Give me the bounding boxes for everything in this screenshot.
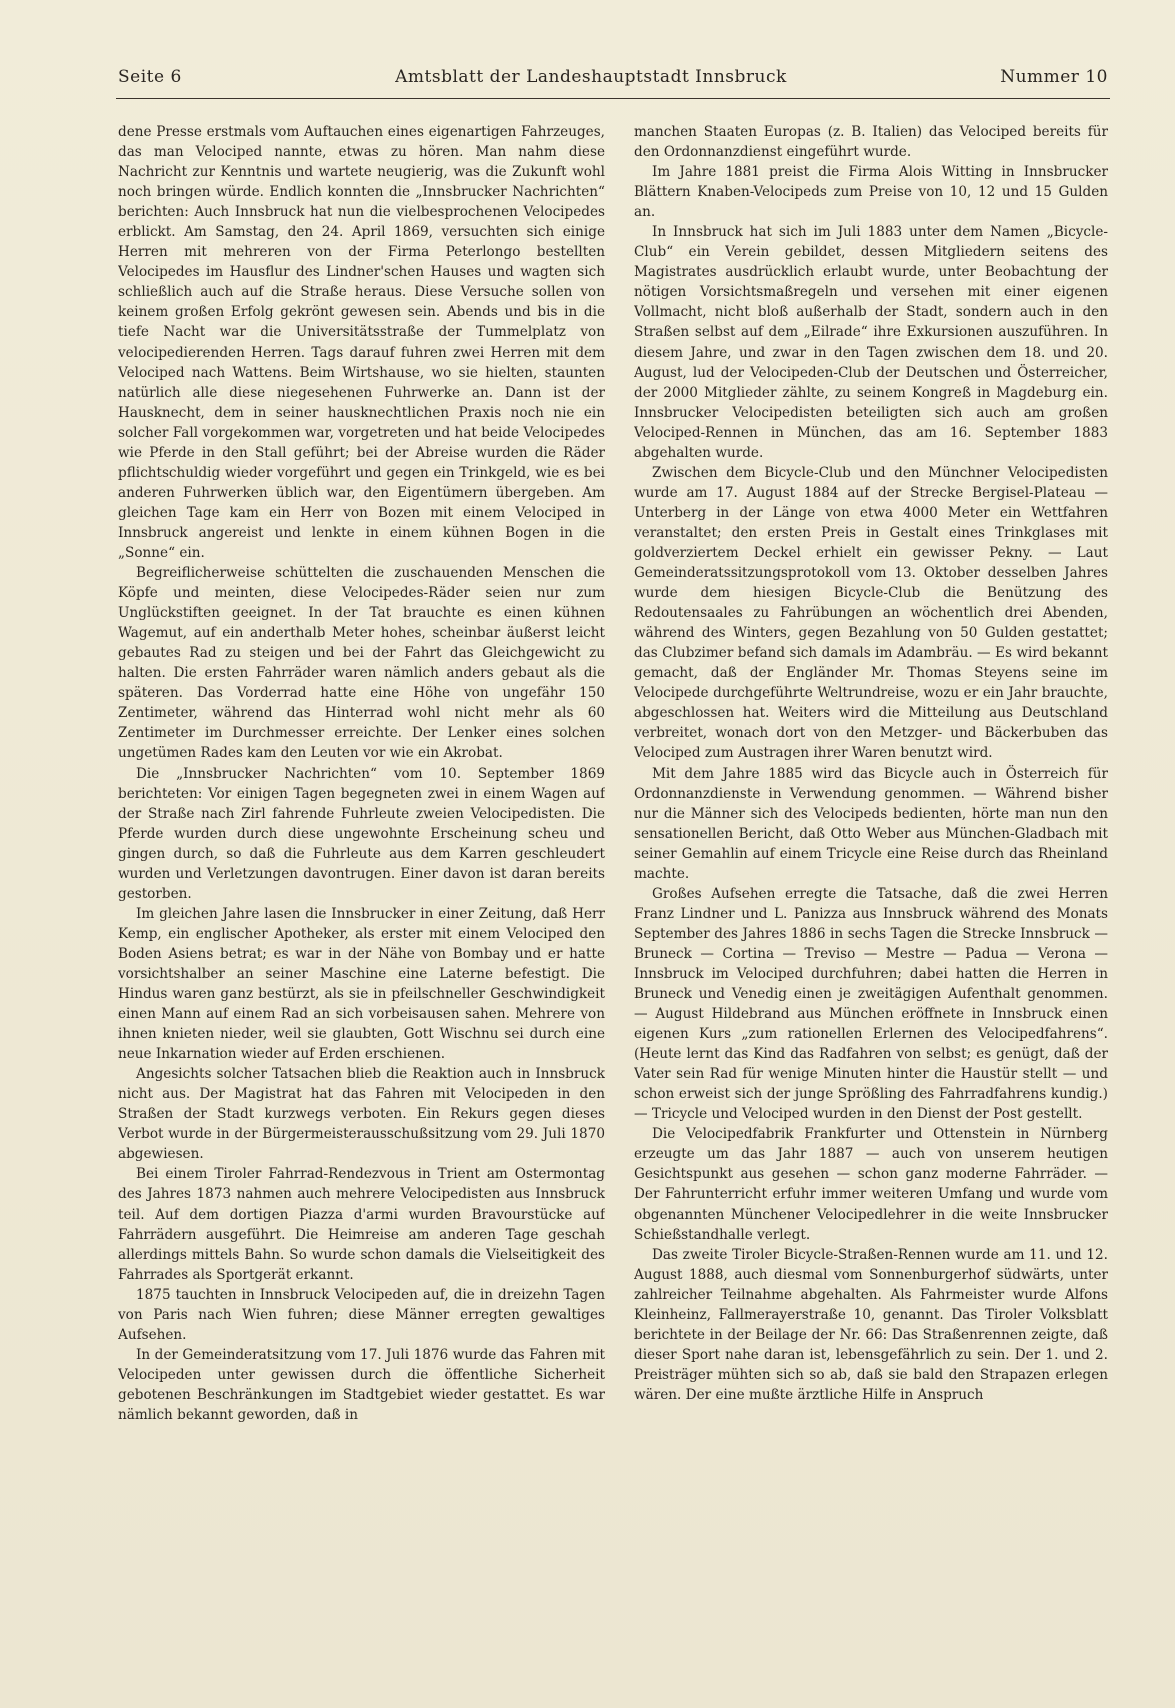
paragraph: Großes Aufsehen erregte die Tatsache, daß die zwei Herren Franz Lindner und L. Panizza aus Innsbruck während des Monats September des Jahres 1886 in sechs Tagen die Strecke Innsbruck — Bruneck — Cortina — Treviso — Mestre — Padua — Verona — Innsbruck im Velociped durchfuhren; dabei hatten die Herren in Bruneck und Venedig einen je zweitägigen Aufenthalt genommen. — August Hildebrand aus München eröffnete in Innsbruck einen eigenen Kurs „zum rationellen Erlernen des Velocipedfahrens“. (Heute lernt das Kind das Radfahren von selbst; es genügt, daß der Vater sein Rad für wenige Minuten hinter die Haustür stellt — und schon erweist sich der junge Sprößling des Fahrradfahrens kundig.) — Tricycle und Velociped wurden in den Dienst der Post gestellt.: [634, 885, 1108, 1123]
paragraph: Zwischen dem Bicycle-Club und den Münchner Velocipedisten wurde am 17. August 1884 auf der Strecke Bergisel-Plateau — Unterberg in der Länge von etwa 4000 Meter ein Wettfahren veranstaltet; den ersten Preis in Gestalt eines Trinkglases mit goldverziertem Deckel erhielt ein gewisser Pekny. — Laut Gemeinderatssitzungsprotokoll vom 13. Oktober desselben Jahres wurde dem hiesigen Bicycle-Club die Benützung des Redoutensaales zu Fahrübungen an wöchentlich drei Abenden, während des Winters, gegen Bezahlung von 50 Gulden gestattet; das Clubzimer befand sich damals im Adambräu. — Es wird bekannt gemacht, daß der Engländer Mr. Thomas Steyens seine im Velocipede durchgeführte Weltrundreise, wozu er ein Jahr brauchte, abgeschlossen hat. Weiters wird die Mitteilung aus Deutschland verbreitet, wonach dort von den Metzger- und Bäckerbuben das Velociped zum Austragen ihrer Waren benutzt wird.: [634, 464, 1108, 762]
paragraph: 1875 tauchten in Innsbruck Velocipeden auf, die in dreizehn Tagen von Paris nach Wien fuhren; diese Männer erregten gewaltiges Aufsehen.: [118, 1286, 605, 1343]
paragraph: Mit dem Jahre 1885 wird das Bicycle auch in Österreich für Ordonnanzdienste in Verwendung genommen. — Während bisher nur die Männer sich des Velocipeds bedienten, hörte man nun den sensationellen Bericht, daß Otto Weber aus München-Gladbach mit seiner Gemahlin auf einem Tricycle eine Reise durch das Rheinland machte.: [634, 765, 1108, 882]
paragraph: manchen Staaten Europas (z. B. Italien) das Velociped bereits für den Ordonnanzdienst eingeführt wurde.: [634, 124, 1108, 161]
paragraph: In Innsbruck hat sich im Juli 1883 unter dem Namen „Bicycle-Club“ ein Verein gebildet, dessen Mitgliedern seitens des Magistrates ausdrücklich erlaubt wurde, unter Beobachtung der nötigen Vorsichtsmaßregeln und versehen mit einer eigenen Vollmacht, nicht bloß außerhalb der Stadt, sondern auch in den Straßen selbst auf dem „Eilrade“ ihre Exkursionen auszuführen. In diesem Jahre, und zwar in den Tagen zwischen dem 18. und 20. August, lud der Velocipeden-Club der Deutschen und Österreicher, der 2000 Mitglieder zählte, zu seinem Kongreß in Magdeburg ein. Innsbrucker Velocipedisten beteiligten sich auch am großen Velociped-Rennen in München, das am 16. September 1883 abgehalten wurde.: [634, 224, 1108, 461]
header-rule: [116, 98, 1110, 99]
paragraph: Im gleichen Jahre lasen die Innsbrucker in einer Zeitung, daß Herr Kemp, ein englischer Apotheker, als erster mit einem Velociped den Boden Asiens betrat; es war in der Nähe von Bombay und er hatte vorsichtshalber an seiner Maschine eine Laterne befestigt. Die Hindus waren ganz bestürzt, als sie in pfeilschneller Geschwindigkeit einen Mann auf einem Rad an sich vorbeisausen sahen. Mehrere von ihnen knieten nieder, weil sie glaubten, Gott Wischnu sei durch eine neue Inkarnation wieder auf Erden erschienen.: [118, 905, 605, 1063]
paragraph: Das zweite Tiroler Bicycle-Straßen-Rennen wurde am 11. und 12. August 1888, auch diesmal vom Sonnenburgerhof südwärts, unter zahlreicher Teilnahme abgehalten. Als Fahrmeister wurde Alfons Kleinheinz, Fallmerayerstraße 10, genannt. Das Tiroler Volksblatt berichtete in der Beilage der Nr. 66: Das Straßenrennen zeigte, daß dieser Sport nahe daran ist, lebensgefährlich zu sein. Der 1. und 2. Preisträger mühten sich so ab, daß sie bald den Strapazen erlegen wären. Der eine mußte ärztliche Hilfe in Anspruch: [634, 1246, 1108, 1403]
paragraph: Die „Innsbrucker Nachrichten“ vom 10. September 1869 berichteten: Vor einigen Tagen begegneten zwei in einem Wagen auf der Straße nach Zirl fahrende Fuhrleute zweien Velocipedisten. Die Pferde wurden durch diese ungewohnte Erscheinung scheu und gingen durch, so daß die Fuhrleute aus dem Karren geschleudert wurden und Verletzungen davontrugen. Einer davon ist daran bereits gestorben.: [118, 765, 605, 902]
paragraph: Bei einem Tiroler Fahrrad-Rendezvous in Trient am Ostermontag des Jahres 1873 nahmen auch mehrere Velocipedisten aus Innsbruck teil. Auf dem dortigen Piazza d'armi wurden Bravourstücke auf Fahrrädern ausgeführt. Die Heimreise am anderen Tage geschah allerdings mittels Bahn. So wurde schon damals die Vielseitigkeit des Fahrrades als Sportgerät erkannt.: [118, 1166, 605, 1283]
paragraph: Im Jahre 1881 preist die Firma Alois Witting in Innsbrucker Blättern Knaben-Velocipeds zum Preise von 10, 12 und 15 Gulden an.: [634, 164, 1108, 221]
left-column: [118, 122, 605, 1682]
paragraph: Begreiflicherweise schüttelten die zuschauenden Menschen die Köpfe und meinten, diese Velocipedes-Räder seien nur zum Unglückstiften geeignet. In der Tat brauchte es einen kühnen Wagemut, auf ein anderthalb Meter hohes, scheinbar äußerst leicht gebautes Rad zu steigen und bei der Fahrt das Gleichgewicht zu halten. Die ersten Fahrräder waren nämlich anders gebaut als die späteren. Das Vorderrad hatte eine Höhe von ungefähr 150 Zentimeter, während das Hinterrad wohl nicht mehr als 60 Zentimeter im Durchmesser erreichte. Der Lenker eines solchen ungetümen Rades kam den Leuten vor wie ein Akrobat.: [118, 565, 605, 762]
paragraph: Angesichts solcher Tatsachen blieb die Reaktion auch in Innsbruck nicht aus. Der Magistrat hat das Fahren mit Velocipeden in den Straßen der Stadt kurzwegs verboten. Ein Rekurs gegen dieses Verbot wurde in der Bürgermeisterausschußsitzung vom 29. Juli 1870 abgewiesen.: [118, 1066, 605, 1163]
right-column: [634, 122, 1108, 1682]
issue-number-label: Nummer 10: [1000, 67, 1108, 87]
page-number-label: Seite 6: [118, 67, 182, 87]
paragraph: dene Presse erstmals vom Auftauchen eines eigenartigen Fahrzeuges, das man Velociped nannte, etwas zu hören. Man nahm diese Nachricht zur Kenntnis und wartete neugierig, was die Zukunft wohl noch bringen würde. Endlich konnten die „Innsbrucker Nachrichten“ berichten: Auch Innsbruck hat nun die vielbesprochenen Velocipedes erblickt. Am Samstag, den 24. April 1869, versuchten sich einige Herren mit mehreren von der Firma Peterlongo bestellten Velocipedes im Hausflur des Lindner'schen Hauses und wagten sich schließlich auch auf die Straße heraus. Diese Versuche sollen von keinem großen Erfolg gekrönt gewesen sein. Abends und bis in die tiefe Nacht war die Universitätsstraße der Tummelplatz von velocipedierenden Herren. Tags darauf fuhren zwei Herren mit dem Velociped nach Wattens. Beim Wirtshause, wo sie hielten, staunten natürlich alle diese niegesehenen Fuhrwerke an. Dann ist der Hausknecht, dem in seiner hausknechtlichen Praxis noch nie ein solcher Fall vorgekommen war, vorgetreten und hat beide Velocipedes wie Pferde in den Stall geführt; bei der Abreise wurden die Räder pflichtschuldig wieder vorgeführt und gegen ein Trinkgeld, wie es bei anderen Fuhrwerken üblich war, den Eigentümern übergeben. Am gleichen Tage kam ein Herr von Bozen mit einem Velociped in Innsbruck angereist und lenkte in einem kühnen Bogen in die „Sonne“ ein.: [118, 124, 605, 561]
publication-title: Amtsblatt der Landeshauptstadt Innsbruck: [395, 67, 787, 87]
page-header: [118, 62, 1108, 92]
paragraph: In der Gemeinderatsitzung vom 17. Juli 1876 wurde das Fahren mit Velocipeden unter gewissen durch die öffentliche Sicherheit gebotenen Beschränkungen im Stadtgebiet wieder gestattet. Es war nämlich bekannt geworden, daß in: [118, 1346, 605, 1423]
paragraph: Die Velocipedfabrik Frankfurter und Ottenstein in Nürnberg erzeugte um das Jahr 1887 — auch von unserem heutigen Gesichtspunkt aus gesehen — schon ganz moderne Fahrräder. — Der Fahrunterricht erfuhr immer weiteren Umfang und wurde vom obgenannten Münchener Velocipedlehrer in die weite Innsbrucker Schießstandhalle verlegt.: [634, 1126, 1108, 1243]
